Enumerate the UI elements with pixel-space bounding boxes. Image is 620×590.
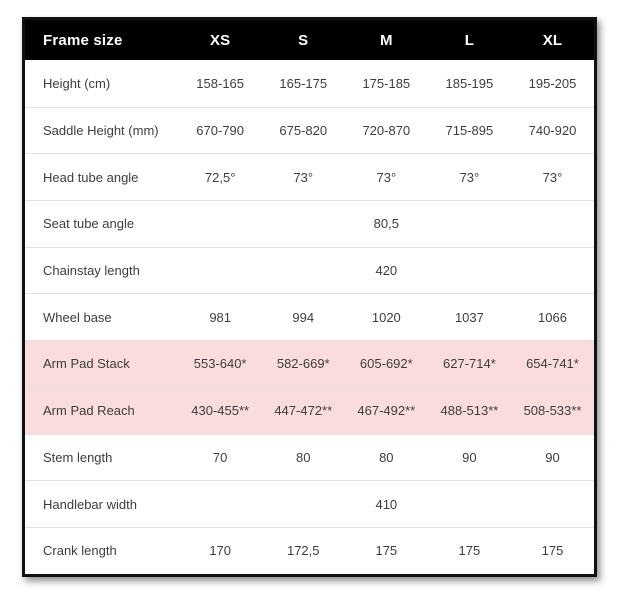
frame-size-table	[22, 17, 597, 577]
cell-xl: 73°	[542, 169, 563, 185]
header-col-m: M	[379, 31, 393, 49]
cell-xl: 90	[545, 449, 560, 465]
cell-m: 80	[379, 449, 394, 465]
cell-xs: 670-790	[196, 123, 245, 139]
table-row	[25, 480, 594, 527]
cell-m: 720-870	[362, 123, 411, 139]
cell-xl: 175	[541, 543, 564, 559]
table-row	[25, 200, 594, 247]
cell-xl: 654-741*	[526, 356, 579, 372]
cell-xl: 740-920	[528, 123, 577, 139]
cell-xs: 158-165	[196, 75, 245, 91]
cell-s: 73°	[293, 169, 314, 185]
cell-m: 175	[375, 543, 398, 559]
cell-xs: 72,5°	[204, 169, 236, 185]
cell-xs: 430-455**	[191, 403, 250, 419]
cell-xl: 508-533**	[523, 403, 582, 419]
cell-l: 488-513**	[440, 403, 499, 419]
row-label: Crank length	[43, 543, 117, 559]
cell-l: 175	[458, 543, 481, 559]
table-row	[25, 293, 594, 340]
cell-xs: 70	[212, 449, 228, 465]
header-row	[25, 20, 594, 60]
header-col-xs: XS	[209, 31, 231, 49]
cell-s: 447-472**	[274, 403, 333, 419]
cell-xl: 195-205	[528, 75, 577, 91]
table-row	[25, 340, 594, 387]
cell-s: 165-175	[279, 75, 328, 91]
row-label: Arm Pad Stack	[43, 356, 130, 372]
row-label: Seat tube angle	[43, 216, 135, 232]
row-label: Arm Pad Reach	[43, 403, 135, 419]
cell-s: 172,5	[286, 543, 320, 559]
cell-m: 80,5	[373, 216, 399, 232]
cell-l: 90	[462, 449, 477, 465]
row-label: Chainstay length	[43, 263, 140, 279]
table-row	[25, 247, 594, 294]
table-row	[25, 434, 594, 481]
table-row	[25, 107, 594, 154]
cell-xs: 170	[209, 543, 232, 559]
cell-xl: 1066	[538, 309, 567, 325]
header-col-s: S	[298, 31, 309, 49]
cell-m: 420	[375, 263, 398, 279]
cell-l: 1037	[454, 309, 484, 325]
cell-s: 582-669*	[276, 356, 330, 372]
cell-l: 627-714*	[443, 356, 496, 372]
cell-l: 715-895	[445, 123, 494, 139]
table-row	[25, 387, 594, 434]
table-row	[25, 153, 594, 200]
cell-m: 410	[375, 496, 398, 512]
row-label: Handlebar width	[43, 496, 137, 512]
row-label: Saddle Height (mm)	[43, 123, 159, 139]
header-col-l: L	[464, 31, 475, 49]
cell-m: 467-492**	[357, 403, 416, 419]
cell-xs: 553-640*	[193, 356, 247, 372]
cell-l: 185-195	[445, 75, 494, 91]
table-body	[25, 60, 594, 574]
table-row	[25, 60, 594, 107]
header-col-xl: XL	[542, 31, 563, 49]
cell-s: 675-820	[279, 123, 328, 139]
row-label: Height (cm)	[43, 75, 111, 91]
cell-s: 994	[292, 309, 315, 325]
header-frame-size-label: Frame size	[43, 31, 123, 49]
cell-xs: 981	[209, 309, 232, 325]
cell-m: 73°	[376, 169, 397, 185]
cell-m: 605-692*	[359, 356, 413, 372]
cell-m: 1020	[371, 309, 401, 325]
cell-s: 80	[296, 449, 311, 465]
cell-l: 73°	[459, 169, 480, 185]
cell-m: 175-185	[362, 75, 411, 91]
table-row	[25, 527, 594, 574]
row-label: Stem length	[43, 449, 113, 465]
row-label: Head tube angle	[43, 169, 139, 185]
row-label: Wheel base	[43, 309, 112, 325]
